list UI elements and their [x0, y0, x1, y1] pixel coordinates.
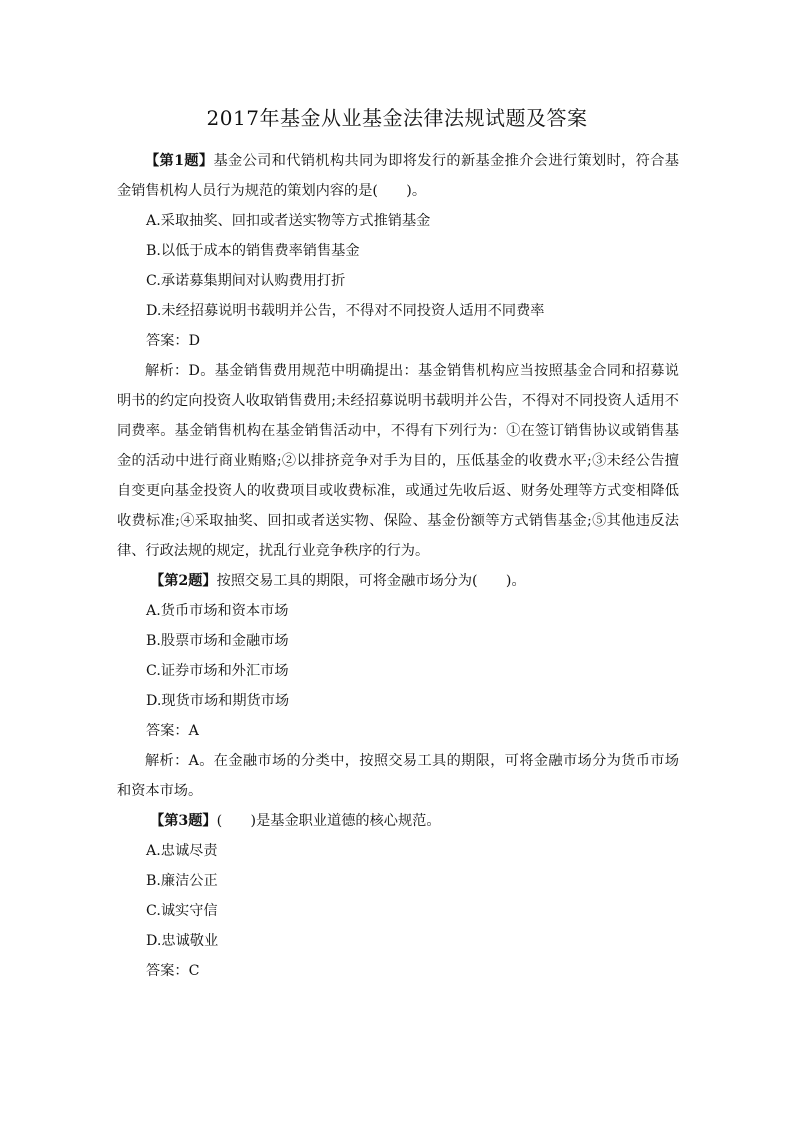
option-b: B.股票市场和金融市场 — [146, 633, 289, 649]
option-c: C.证券市场和外汇市场 — [146, 663, 289, 679]
question-number: 【第2题】 — [150, 573, 217, 589]
analysis: 解析：D。基金销售费用规范中明确提出：基金销售机构应当按照基金合同和招募说明书的约定向投资人收取销售费用;未经招募说明书载明并公告，不得对不同投资人适用不同费率。基金销售机构在基金销售活动中，不得有下列行为：①在签订销售协议或销售基金的活动中进行商业贿赂;②以排挤竞争对手为目的，压低基金的收费水平;③未经公告擅自变更向基金投资人的收费项目或收费标准，或通过先收后返、财务处理等方式变相降低收费标准;④采取抽奖、回扣或者送实物、保险、基金份额等方式销售基金;⑤其他违反法律、行政法规的规定，扰乱行业竞争秩序的行为。 — [117, 363, 679, 559]
option-b: B.廉洁公正 — [146, 873, 218, 889]
question-1 — [117, 146, 679, 566]
question-text: ( )是基金职业道德的核心规范。 — [216, 813, 441, 829]
document-title: 2017年基金从业基金法律法规试题及答案 — [206, 106, 588, 130]
question-number: 【第1题】 — [145, 153, 214, 169]
option-d: D.未经招募说明书载明并公告，不得对不同投资人适用不同费率 — [146, 303, 545, 319]
option-d: D.现货市场和期货市场 — [146, 693, 290, 709]
question-text: 按照交易工具的期限，可将金融市场分为( )。 — [216, 573, 526, 589]
question-number: 【第3题】 — [150, 813, 217, 829]
question-stem — [117, 806, 679, 836]
option-a: A.忠诚尽责 — [146, 843, 218, 859]
question-text: 基金公司和代销机构共同为即将发行的新基金推介会进行策划时，符合基金销售机构人员行为规范的策划内容的是( )。 — [117, 153, 679, 199]
option-a: A.货币市场和资本市场 — [146, 603, 289, 619]
answer: 答案：A — [146, 723, 199, 739]
answer: 答案：D — [146, 333, 200, 349]
analysis: 解析：A。在金融市场的分类中，按照交易工具的期限，可将金融市场分为货币市场和资本市场。 — [117, 753, 679, 799]
answer: 答案：C — [146, 963, 200, 979]
option-b: B.以低于成本的销售费率销售基金 — [146, 243, 360, 259]
option-d: D.忠诚敬业 — [146, 933, 219, 949]
option-c: C.承诺募集期间对认购费用打折 — [146, 273, 346, 289]
question-2 — [117, 566, 679, 806]
option-c: C.诚实守信 — [146, 903, 218, 919]
option-a: A.采取抽奖、回扣或者送实物等方式推销基金 — [146, 213, 431, 229]
question-stem — [117, 146, 679, 206]
document-body — [117, 146, 679, 986]
question-3 — [117, 806, 679, 986]
question-stem — [117, 566, 679, 596]
